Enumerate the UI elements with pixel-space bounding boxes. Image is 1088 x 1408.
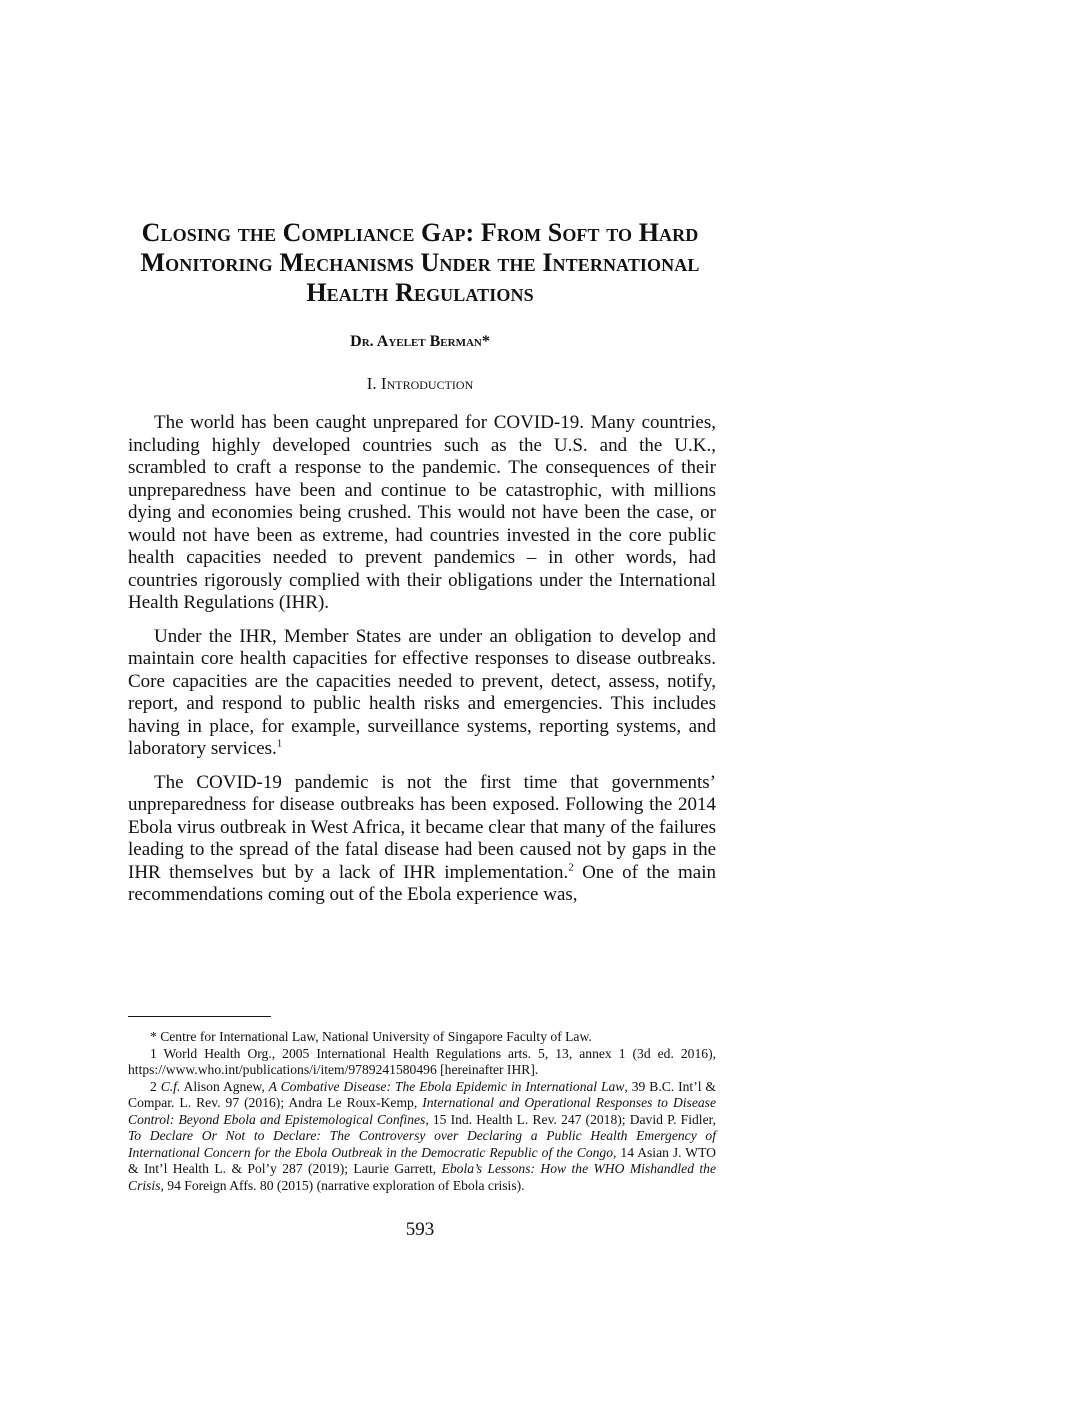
paragraph-3-continuation: One of the main recommendations coming out of the Ebola experience was,	[128, 861, 716, 905]
page-number: 593	[405, 1219, 435, 1240]
footnote-2-title-3: To Declare Or Not to Declare: The Controversy over Declaring a Public Health Emergency of International Concern for the Ebola Outbreak in the Democratic Republic of the Congo	[128, 1128, 716, 1160]
footnotes	[128, 1029, 716, 1194]
footnote-1: 1 World Health Org., 2005 International Health Regulations arts. 5, 13, annex 1 (3d ed. 2016), https://www.who.int/publications/i/item/9789241580496 [hereinafter IHR].	[128, 1045, 716, 1077]
footnote-2-citation-4: , 94 Foreign Affs. 80 (2015) (narrative exploration of Ebola crisis).	[160, 1177, 525, 1193]
title-line-1: Closing the Compliance Gap: From Soft to Hard	[141, 218, 699, 247]
footnote-2-title-1: A Combative Disease: The Ebola Epidemic in International Law	[268, 1078, 625, 1094]
paragraph-1	[128, 412, 716, 615]
paragraph-2	[128, 626, 716, 761]
footnote-2-title-2: International and Operational Responses to Disease Control: Beyond Ebola and Epistemological Confines	[128, 1095, 716, 1127]
footnote-ref-1[interactable]: 1	[276, 737, 283, 750]
paragraph-2-text: Under the IHR, Member States are under an obligation to develop and maintain core health capacities for effective responses to disease outbreaks. Core capacities are the capacities needed to prevent, detect, assess, notify, report, and respond to public health risks and emergencies. This includes having in place, for example, surveillance systems, reporting systems, and laboratory services.	[128, 625, 716, 759]
author-name: Dr. Ayelet Berman*	[350, 333, 490, 350]
article-title	[110, 218, 730, 308]
footnote-star: * Centre for International Law, National University of Singapore Faculty of Law.	[150, 1029, 592, 1044]
footnote-2	[128, 1079, 716, 1195]
footnote-2-author-1: Alison Agnew,	[180, 1078, 269, 1094]
title-line-2: Monitoring Mechanisms Under the International	[140, 248, 700, 277]
paragraph-3	[128, 772, 716, 907]
footnote-2-title-4: Ebola’s Lessons: How the WHO Mishandled the Crisis	[128, 1161, 716, 1193]
section-heading: I. Introduction	[366, 374, 474, 393]
body-text	[128, 412, 716, 918]
footnote-2-citation-3: , 14 Asian J. WTO & Int’l Health L. & Pol’y 287 (2019); Laurie Garrett,	[128, 1144, 716, 1176]
footnote-2-citation-2: , 15 Ind. Health L. Rev. 247 (2018); David P. Fidler,	[425, 1111, 716, 1127]
paragraph-1-text: The world has been caught unprepared for COVID-19. Many countries, including highly developed countries such as the U.S. and the U.K., scrambled to craft a response to the pandemic. The consequences of their unpreparedness have been and continue to be catastrophic, with millions dying and economies being crushed. This would not have been the case, or would not have been as extreme, had countries invested in the core public health capacities needed to prevent pandemics – in other words, had countries rigorously complied with their obligations under the International Health Regulations (IHR).	[128, 412, 716, 613]
footnote-2-number: 2	[150, 1078, 161, 1094]
footnote-divider	[128, 1016, 271, 1017]
footnote-2-citation-1: , 39 B.C. Int’l & Compar. L. Rev. 97 (2016); Andra Le Roux-Kemp,	[128, 1078, 716, 1110]
footnote-ref-2[interactable]: 2	[568, 861, 574, 874]
footnote-2-signal: C.f.	[160, 1078, 181, 1094]
paragraph-3-text: The COVID-19 pandemic is not the first time that governments’ unpreparedness for disease outbreaks has been exposed. Following the 2014 Ebola virus outbreak in West Africa, it became clear that many of the failures leading to the spread of the fatal disease had been caused not by gaps in the IHR themselves but by a lack of IHR implementation.	[128, 771, 716, 883]
title-line-3: Health Regulations	[306, 278, 534, 307]
